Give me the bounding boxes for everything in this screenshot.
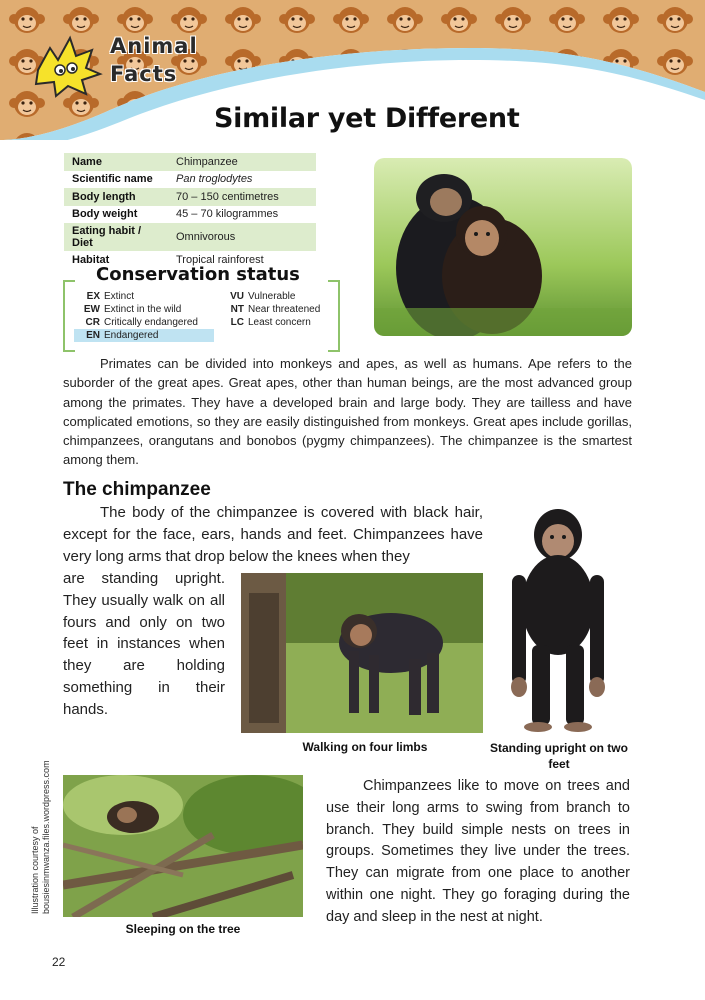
status-label: Near threatened — [248, 304, 321, 315]
fact-key: Scientific name — [72, 173, 153, 186]
status-label: Vulnerable — [248, 291, 296, 302]
caption-sleeping: Sleeping on the tree — [125, 922, 241, 936]
caption-walking: Walking on four limbs — [302, 740, 428, 754]
body-paragraph: The body of the chimpanzee is covered with black hair, except for the face, ears, hands and feet. Chimpanzees have very long arms that drop below the knees when they — [63, 504, 483, 565]
section-heading: The chimpanzee — [63, 479, 211, 500]
conservation-legend-col-1 — [74, 290, 214, 342]
status-label: Critically endangered — [104, 317, 198, 328]
section-label: Facts — [110, 62, 178, 86]
status-label: Endangered — [104, 330, 159, 341]
status-label: Extinct in the wild — [104, 304, 182, 315]
fact-value: Pan troglodytes — [176, 173, 253, 186]
status-item — [74, 316, 214, 329]
fact-value: Chimpanzee — [168, 153, 316, 171]
fact-key: Eating habit / Diet — [64, 223, 168, 251]
caption-standing: Standing upright on two feet — [490, 741, 628, 771]
status-item — [218, 303, 328, 316]
page-number: 22 — [52, 955, 66, 969]
body-paragraph-continued: are standing upright. They usually walk on all fours and only on two feet in instances when they are holding something in their hands. — [63, 570, 225, 718]
table-row — [64, 223, 316, 251]
illustration-credit: Illustration courtesy of bousiesinmwanza.files.wordpress.com — [30, 760, 51, 914]
status-code: LC — [230, 317, 244, 328]
body-paragraph: Chimpanzees like to move on trees and use their long arms to swing from branch to branch. They build simple nests on trees in groups. Sometimes they live under the trees. They can migrate from one place to another within one night. They go foraging during the day and sleep in the nest at night. — [326, 778, 630, 925]
table-row — [64, 153, 316, 171]
status-item-highlighted — [74, 329, 214, 342]
status-code: VU — [230, 291, 244, 302]
status-code: CR — [85, 317, 100, 328]
facts-table — [64, 153, 316, 269]
conservation-legend-col-2 — [218, 290, 328, 329]
photo-chimp-sleeping — [63, 775, 303, 917]
conservation-title: Conservation status — [96, 264, 300, 285]
intro-paragraph: Primates can be divided into monkeys and apes, as well as humans. Ape refers to the suborder of the great apes. Great apes, other than human beings, are the most advanced group among the primates. They have a developed brain and large body. They are tailless and have complicated emotions, so they are easily distinguished from monkeys. Great apes include gorillas, chimpanzees, orangutans and bonobos (pygmy chimpanzees). The chimpanzee is the smartest among them. — [63, 356, 632, 468]
status-item — [218, 316, 328, 329]
status-code: NT — [230, 304, 244, 315]
fact-value: 70 – 150 centimetres — [168, 188, 316, 206]
fact-key: Body length — [64, 188, 168, 206]
fact-key: Name — [64, 153, 168, 171]
photo-chimp-standing — [498, 505, 618, 735]
fact-value: Omnivorous — [168, 223, 316, 251]
fact-value: 45 – 70 kilogrammes — [176, 208, 279, 221]
table-row — [64, 188, 316, 206]
status-code: EW — [83, 304, 100, 315]
section-label: Animal — [110, 34, 198, 58]
status-code: EN — [86, 330, 100, 341]
table-row — [64, 171, 316, 189]
status-item — [218, 290, 328, 303]
fact-key: Habitat — [72, 253, 110, 266]
photo-chimps-hugging — [374, 158, 632, 336]
status-code: EX — [86, 291, 100, 302]
bracket-right — [328, 280, 340, 352]
status-label: Least concern — [248, 317, 311, 328]
status-item — [74, 290, 214, 303]
fact-key: Body weight — [72, 208, 138, 221]
fact-value: Tropical rainforest — [176, 253, 264, 266]
table-row — [64, 206, 316, 224]
status-item — [74, 303, 214, 316]
status-label: Extinct — [104, 291, 135, 302]
photo-chimp-walking — [241, 573, 483, 733]
page-title: Similar yet Different — [214, 103, 520, 134]
